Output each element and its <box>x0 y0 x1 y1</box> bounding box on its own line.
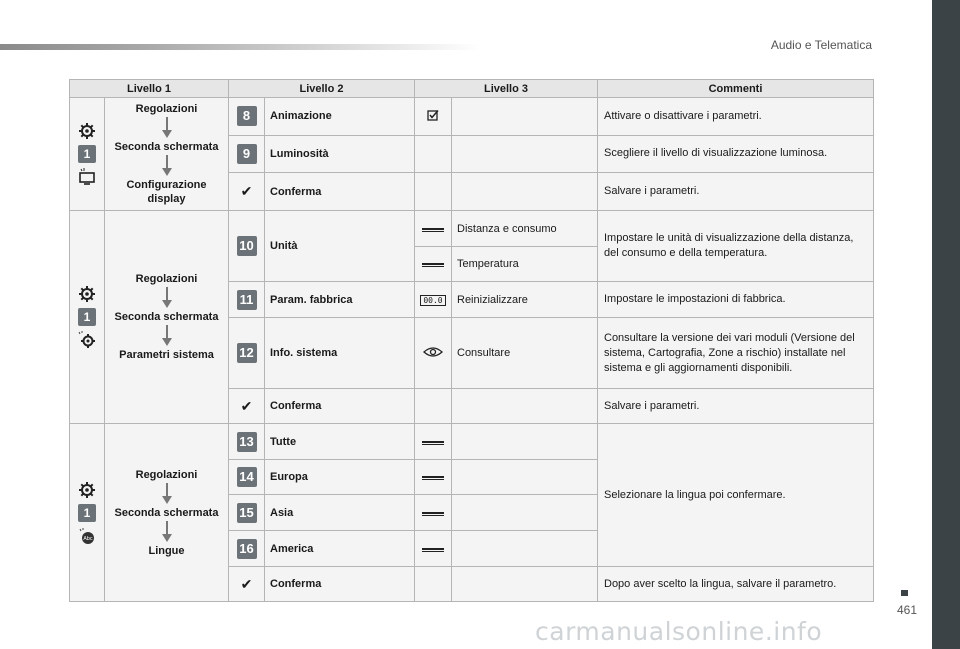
level3-label <box>452 460 598 495</box>
arrow-down-icon <box>162 483 172 505</box>
level3-icon-cell <box>415 531 452 567</box>
table-row <box>70 211 874 247</box>
level2-label: Param. fabbrica <box>265 282 415 318</box>
level2-label: Conferma <box>265 389 415 424</box>
level3-label <box>452 495 598 531</box>
comment-cell: Dopo aver scelto la lingua, salvare il parametro. <box>598 567 874 602</box>
step-badge: 15 <box>237 503 257 523</box>
comment-cell: Impostare le impostazioni di fabbrica. <box>598 282 874 318</box>
step-badge: 11 <box>237 290 257 310</box>
level3-icon-cell <box>415 460 452 495</box>
second-screen-number-icon: 1 <box>78 145 96 163</box>
second-screen-number-icon: 1 <box>78 504 96 522</box>
header-gradient-bar <box>0 44 480 50</box>
badge-cell <box>229 460 265 495</box>
level2-label: Unità <box>265 211 415 282</box>
comment-cell: Salvare i parametri. <box>598 173 874 211</box>
bar-icon <box>422 263 444 267</box>
path-step: Lingue <box>148 544 185 557</box>
level3-icon-cell <box>415 424 452 460</box>
badge-cell <box>229 135 265 173</box>
step-badge: 14 <box>237 467 257 487</box>
bar-icon <box>422 476 444 480</box>
level3-icon-cell <box>415 98 452 136</box>
level1-icons <box>70 424 105 602</box>
level3-label <box>452 98 598 136</box>
level3-label <box>452 424 598 460</box>
column-header-level2: Livello 2 <box>229 80 415 98</box>
arrow-down-icon <box>162 521 172 543</box>
step-badge: 9 <box>237 144 257 164</box>
step-badge: 13 <box>237 432 257 452</box>
level2-label: Conferma <box>265 173 415 211</box>
path-step: Configurazione display <box>126 179 207 205</box>
level3-label: Reinizializzare <box>452 282 598 318</box>
level2-label: Europa <box>265 460 415 495</box>
level3-icon-cell <box>415 567 452 602</box>
level1-path <box>105 98 229 211</box>
gear-icon <box>77 480 97 500</box>
comment-cell: Consultare la versione dei vari moduli (Versione del sistema, Cartografia, Zone a rischio) installate nel sistema e gli aggiornamenti disponibili. <box>598 318 874 389</box>
bar-icon <box>422 441 444 445</box>
path-step: Regolazioni <box>135 273 198 285</box>
level2-label: Conferma <box>265 567 415 602</box>
comment-cell: Selezionare la lingua poi confermare. <box>598 424 874 567</box>
level3-icon-cell <box>415 389 452 424</box>
step-badge: 12 <box>237 343 257 363</box>
display-icon <box>77 167 97 187</box>
svg-text:Abc: Abc <box>83 535 93 542</box>
continue-marker-icon <box>901 590 908 596</box>
level3-icon-cell <box>415 211 452 247</box>
column-header-level3: Livello 3 <box>415 80 598 98</box>
path-step: Parametri sistema <box>119 349 214 361</box>
path-step: Seconda schermata <box>114 506 219 519</box>
eye-icon <box>423 346 443 358</box>
level3-icon-cell <box>415 318 452 389</box>
badge-cell <box>229 567 265 602</box>
badge-cell <box>229 98 265 136</box>
comment-cell: Attivare o disattivare i parametri. <box>598 98 874 136</box>
level3-icon-cell <box>415 495 452 531</box>
path-step: Seconda schermata <box>114 311 219 323</box>
level1-path <box>105 424 229 602</box>
badge-cell <box>229 173 265 211</box>
level3-icon-cell <box>415 247 452 282</box>
column-header-level1: Livello 1 <box>70 80 229 98</box>
badge-cell <box>229 389 265 424</box>
badge-cell <box>229 424 265 460</box>
arrow-down-icon <box>162 155 172 177</box>
level1-icons <box>70 211 105 424</box>
comment-cell: Salvare i parametri. <box>598 389 874 424</box>
checkmark-icon: ✔ <box>240 575 253 592</box>
column-header-comments: Commenti <box>598 80 874 98</box>
checkmark-icon: ✔ <box>240 183 253 200</box>
level2-label: Luminosità <box>265 135 415 173</box>
level3-icon-cell <box>415 173 452 211</box>
page-number: 461 <box>896 603 917 617</box>
gear-settings-icon <box>77 330 97 350</box>
checkbox-icon <box>427 109 439 121</box>
step-badge: 10 <box>237 236 257 256</box>
table-row <box>70 98 874 136</box>
level3-label <box>452 173 598 211</box>
level2-label: Animazione <box>265 98 415 136</box>
level3-label: Temperatura <box>452 247 598 282</box>
bar-icon <box>422 228 444 232</box>
comment-cell: Scegliere il livello di visualizzazione luminosa. <box>598 135 874 173</box>
arrow-down-icon <box>162 287 172 309</box>
side-strip <box>932 0 960 649</box>
badge-cell <box>229 211 265 282</box>
bar-icon <box>422 512 444 516</box>
level3-label <box>452 135 598 173</box>
level3-label <box>452 567 598 602</box>
section-title: Audio e Telematica <box>770 38 872 52</box>
level2-label: Tutte <box>265 424 415 460</box>
badge-cell <box>229 318 265 389</box>
counter-icon: 00.0 <box>420 295 445 306</box>
path-step: Regolazioni <box>135 468 198 481</box>
comment-cell: Impostare le unità di visualizzazione della distanza, del consumo e della temperatura. <box>598 211 874 282</box>
settings-table <box>69 79 874 602</box>
checkmark-icon: ✔ <box>240 397 253 414</box>
level3-label: Distanza e consumo <box>452 211 598 247</box>
level1-path <box>105 211 229 424</box>
level3-icon-cell <box>415 282 452 318</box>
path-step: Seconda schermata <box>114 141 219 153</box>
level1-icons <box>70 98 105 211</box>
step-badge: 16 <box>237 539 257 559</box>
level3-label <box>452 389 598 424</box>
step-badge: 8 <box>237 106 257 126</box>
level3-icon-cell <box>415 135 452 173</box>
watermark: carmanualsonline.info <box>535 617 823 646</box>
arrow-down-icon <box>162 325 172 347</box>
second-screen-number-icon: 1 <box>78 308 96 326</box>
level3-label: Consultare <box>452 318 598 389</box>
gear-icon <box>77 284 97 304</box>
level2-label: Asia <box>265 495 415 531</box>
table-row <box>70 424 874 460</box>
gear-icon <box>77 121 97 141</box>
language-icon <box>77 526 97 546</box>
level2-label: Info. sistema <box>265 318 415 389</box>
level2-label: America <box>265 531 415 567</box>
badge-cell <box>229 531 265 567</box>
bar-icon <box>422 548 444 552</box>
path-step: Regolazioni <box>135 103 198 115</box>
arrow-down-icon <box>162 117 172 139</box>
badge-cell <box>229 495 265 531</box>
level3-label <box>452 531 598 567</box>
badge-cell <box>229 282 265 318</box>
table-header-row <box>70 80 874 98</box>
